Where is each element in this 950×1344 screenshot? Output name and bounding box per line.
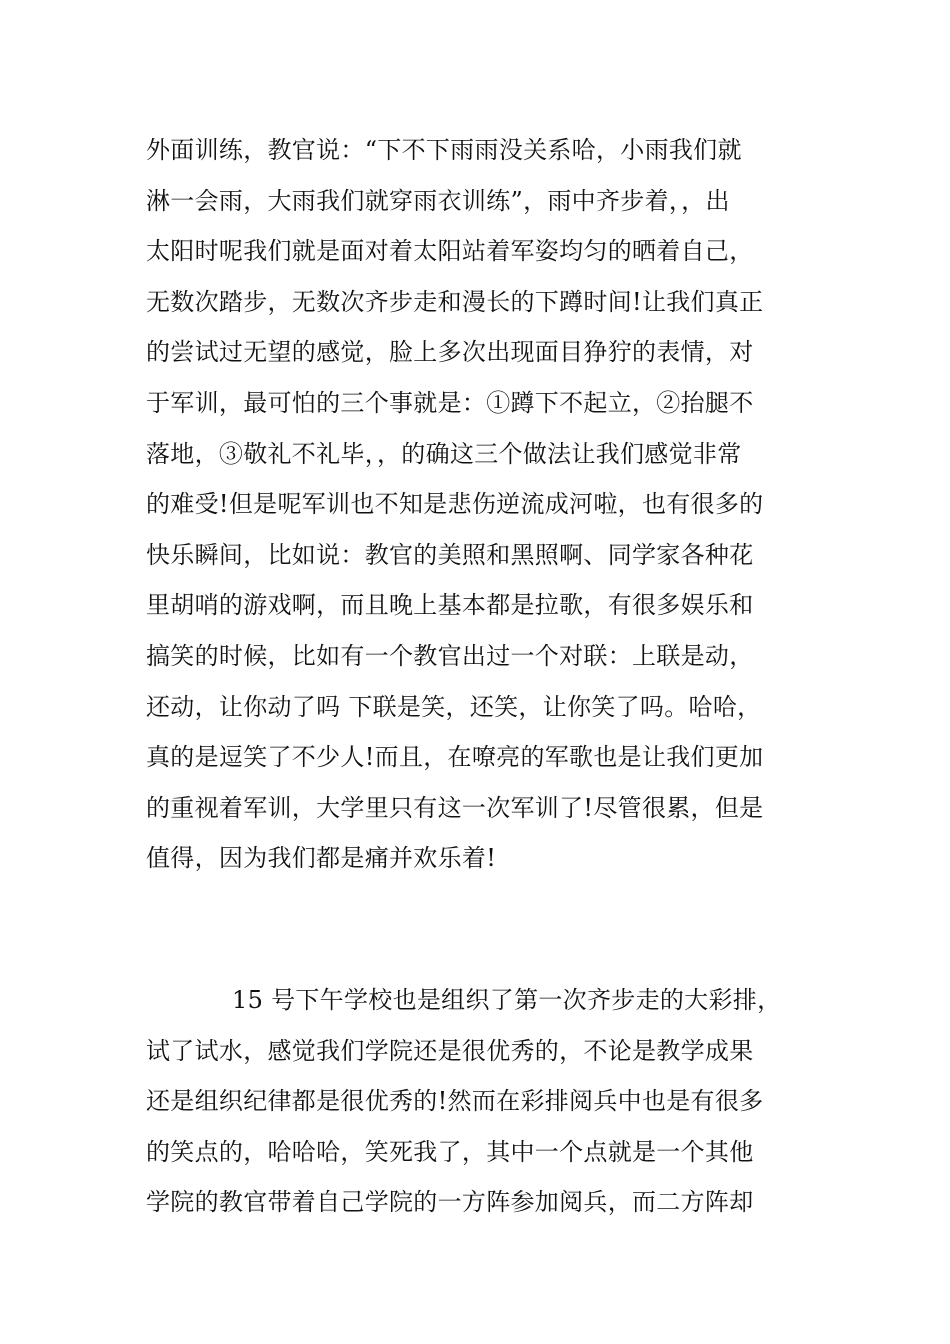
- paragraph-1: [146, 125, 816, 884]
- text-line: 搞笑的时候，比如有一个教官出过一个对联：上联是动，: [146, 641, 754, 670]
- text-line: 的难受!但是呢军训也不知是悲伤逆流成河啦，也有很多的: [146, 490, 764, 519]
- text-line: 落地，③敬礼不礼毕，，的确这三个做法让我们感觉非常: [146, 439, 742, 468]
- text-line: 还动，让你动了吗 下联是笑，还笑，让你笑了吗。哈哈，: [146, 692, 762, 721]
- text-line: 于军训，最可怕的三个事就是：①蹲下不起立，②抬腿不: [146, 388, 754, 417]
- text-line: 里胡哨的游戏啊，而且晚上基本都是拉歌，有很多娱乐和: [146, 591, 754, 620]
- text-line: 的重视着军训，大学里只有这一次军训了!尽管很累，但是: [146, 793, 764, 822]
- text-line-indented: 15 号下午学校也是组织了第一次齐步走的大彩排，: [232, 986, 782, 1014]
- text-line: 快乐瞬间，比如说：教官的美照和黑照啊、同学家各种花: [146, 540, 754, 569]
- text-line: 的笑点的，哈哈哈，笑死我了，其中一个点就是一个其他: [146, 1137, 754, 1166]
- text-line: 学院的教官带着自己学院的一方阵参加阅兵，而二方阵却: [146, 1188, 754, 1217]
- text-line: 太阳时呢我们就是面对着太阳站着军姿均匀的晒着自己，: [146, 237, 754, 266]
- text-line: 外面训练，教官说：“下不下雨雨没关系哈，小雨我们就: [146, 136, 742, 164]
- paragraph-2: [146, 975, 816, 1228]
- text-line: 值得，因为我们都是痛并欢乐着!: [146, 844, 497, 873]
- text-line: 还是组织纪律都是很优秀的!然而在彩排阅兵中也是有很多: [146, 1087, 764, 1116]
- text-line: 无数次踏步，无数次齐步走和漫长的下蹲时间!让我们真正: [146, 287, 764, 316]
- text-line: 淋一会雨，大雨我们就穿雨衣训练”，雨中齐步着，，出: [146, 186, 730, 215]
- text-line: 的尝试过无望的感觉，脸上多次出现面目狰狞的表情，对: [146, 338, 754, 367]
- text-line: 试了试水，感觉我们学院还是很优秀的，不论是教学成果: [146, 1036, 754, 1065]
- text-line: 真的是逗笑了不少人!而且，在嘹亮的军歌也是让我们更加: [146, 743, 764, 772]
